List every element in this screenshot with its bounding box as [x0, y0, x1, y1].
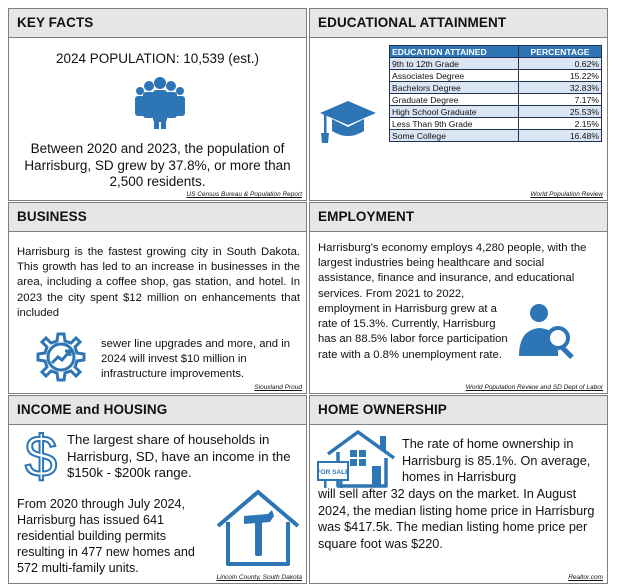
key-facts-source: US Census Bureau & Population Report: [186, 191, 302, 198]
income-panel: [8, 395, 307, 584]
person-search-icon: [514, 300, 582, 362]
dollar-sign-icon: [21, 428, 61, 484]
business-title: BUSINESS: [9, 203, 306, 232]
graduation-cap-icon: [318, 99, 378, 149]
home-ownership-panel: [309, 395, 608, 584]
home-text-top: The rate of home ownership in Harrisburg is 85.1%. On average, homes in Harrisburg: [402, 437, 591, 484]
key-facts-title: KEY FACTS: [9, 9, 306, 38]
table-row: High School Graduate 25.53%: [390, 106, 602, 118]
income-source: Lincoln County, South Dakota: [216, 574, 302, 581]
table-row: Less Than 9th Grade 2.15%: [390, 118, 602, 130]
house-hammer-icon: [214, 486, 302, 570]
key-facts-panel: [8, 8, 307, 201]
col-education-attained: EDUCATION ATTAINED: [390, 46, 519, 58]
business-text-top: Harrisburg is the fastest growing city in South Dakota. This growth has led to an increase in businesses in the area, including a coffee shop, gas station, and hotel. In 2023 the city spent $12 million on enhancements that included: [17, 246, 300, 319]
education-source: World Population Review: [530, 191, 603, 198]
income-title: INCOME and HOUSING: [9, 396, 306, 425]
table-row: Some College 16.48%: [390, 130, 602, 142]
education-panel: [309, 8, 608, 201]
employment-source: World Population Review and SD Dept of Labor: [465, 384, 603, 391]
table-row: Graduate Degree 7.17%: [390, 94, 602, 106]
home-text-bottom: will sell after 32 days on the market. In August 2024, the median listing home price in Harrisburg was $417.5k. The median listing home price per square foot was $220.: [318, 487, 595, 551]
house-for-sale-icon: [314, 428, 402, 490]
employment-panel: [309, 202, 608, 394]
table-row: Bachelors Degree 32.83%: [390, 82, 602, 94]
employment-text-bottom: employment in Harrisburg grew at a rate of 15.3%. Currently, Harrisburg has an 88.5% labor force participation rate with a 0.8% unemployment rate.: [318, 303, 508, 361]
svg-text:$: $: [24, 428, 58, 484]
business-source: Siouxland Proud: [254, 384, 302, 391]
education-table: [389, 45, 602, 142]
col-percentage: PERCENTAGE: [519, 46, 602, 58]
income-text-top: The largest share of households in Harrisburg, SD, have an income in the $150k - $200k range.: [67, 432, 291, 480]
education-title: EDUCATIONAL ATTAINMENT: [310, 9, 607, 38]
employment-text-top: Harrisburg's economy employs 4,280 people, with the largest industries being healthcare and social assistance, finance and insurance, and educational services. From 2021 to 2022,: [318, 242, 587, 300]
population-line: 2024 POPULATION: 10,539 (est.): [55, 51, 260, 66]
table-row: Associates Degree 15.22%: [390, 70, 602, 82]
home-ownership-title: HOME OWNERSHIP: [310, 396, 607, 425]
people-group-icon: [132, 75, 188, 131]
business-panel: [8, 202, 307, 394]
for-sale-sign-text: FOR SALE: [316, 469, 350, 476]
home-ownership-source: Realtor.com: [568, 574, 603, 581]
gear-growth-icon: [29, 329, 89, 389]
employment-title: EMPLOYMENT: [310, 203, 607, 232]
table-row: 9th to 12th Grade 0.62%: [390, 58, 602, 70]
population-growth-text: Between 2020 and 2023, the population of Harrisburg, SD grew by 37.8%, or more than 2,500 residents.: [24, 141, 291, 189]
income-text-bottom: From 2020 through July 2024, Harrisburg has issued 641 residential building permits resulting in 477 new homes and 572 multi-family units.: [17, 497, 195, 575]
business-text-bottom: sewer line upgrades and more, and in 2024 will invest $10 million in infrastructure improvements.: [101, 338, 291, 381]
